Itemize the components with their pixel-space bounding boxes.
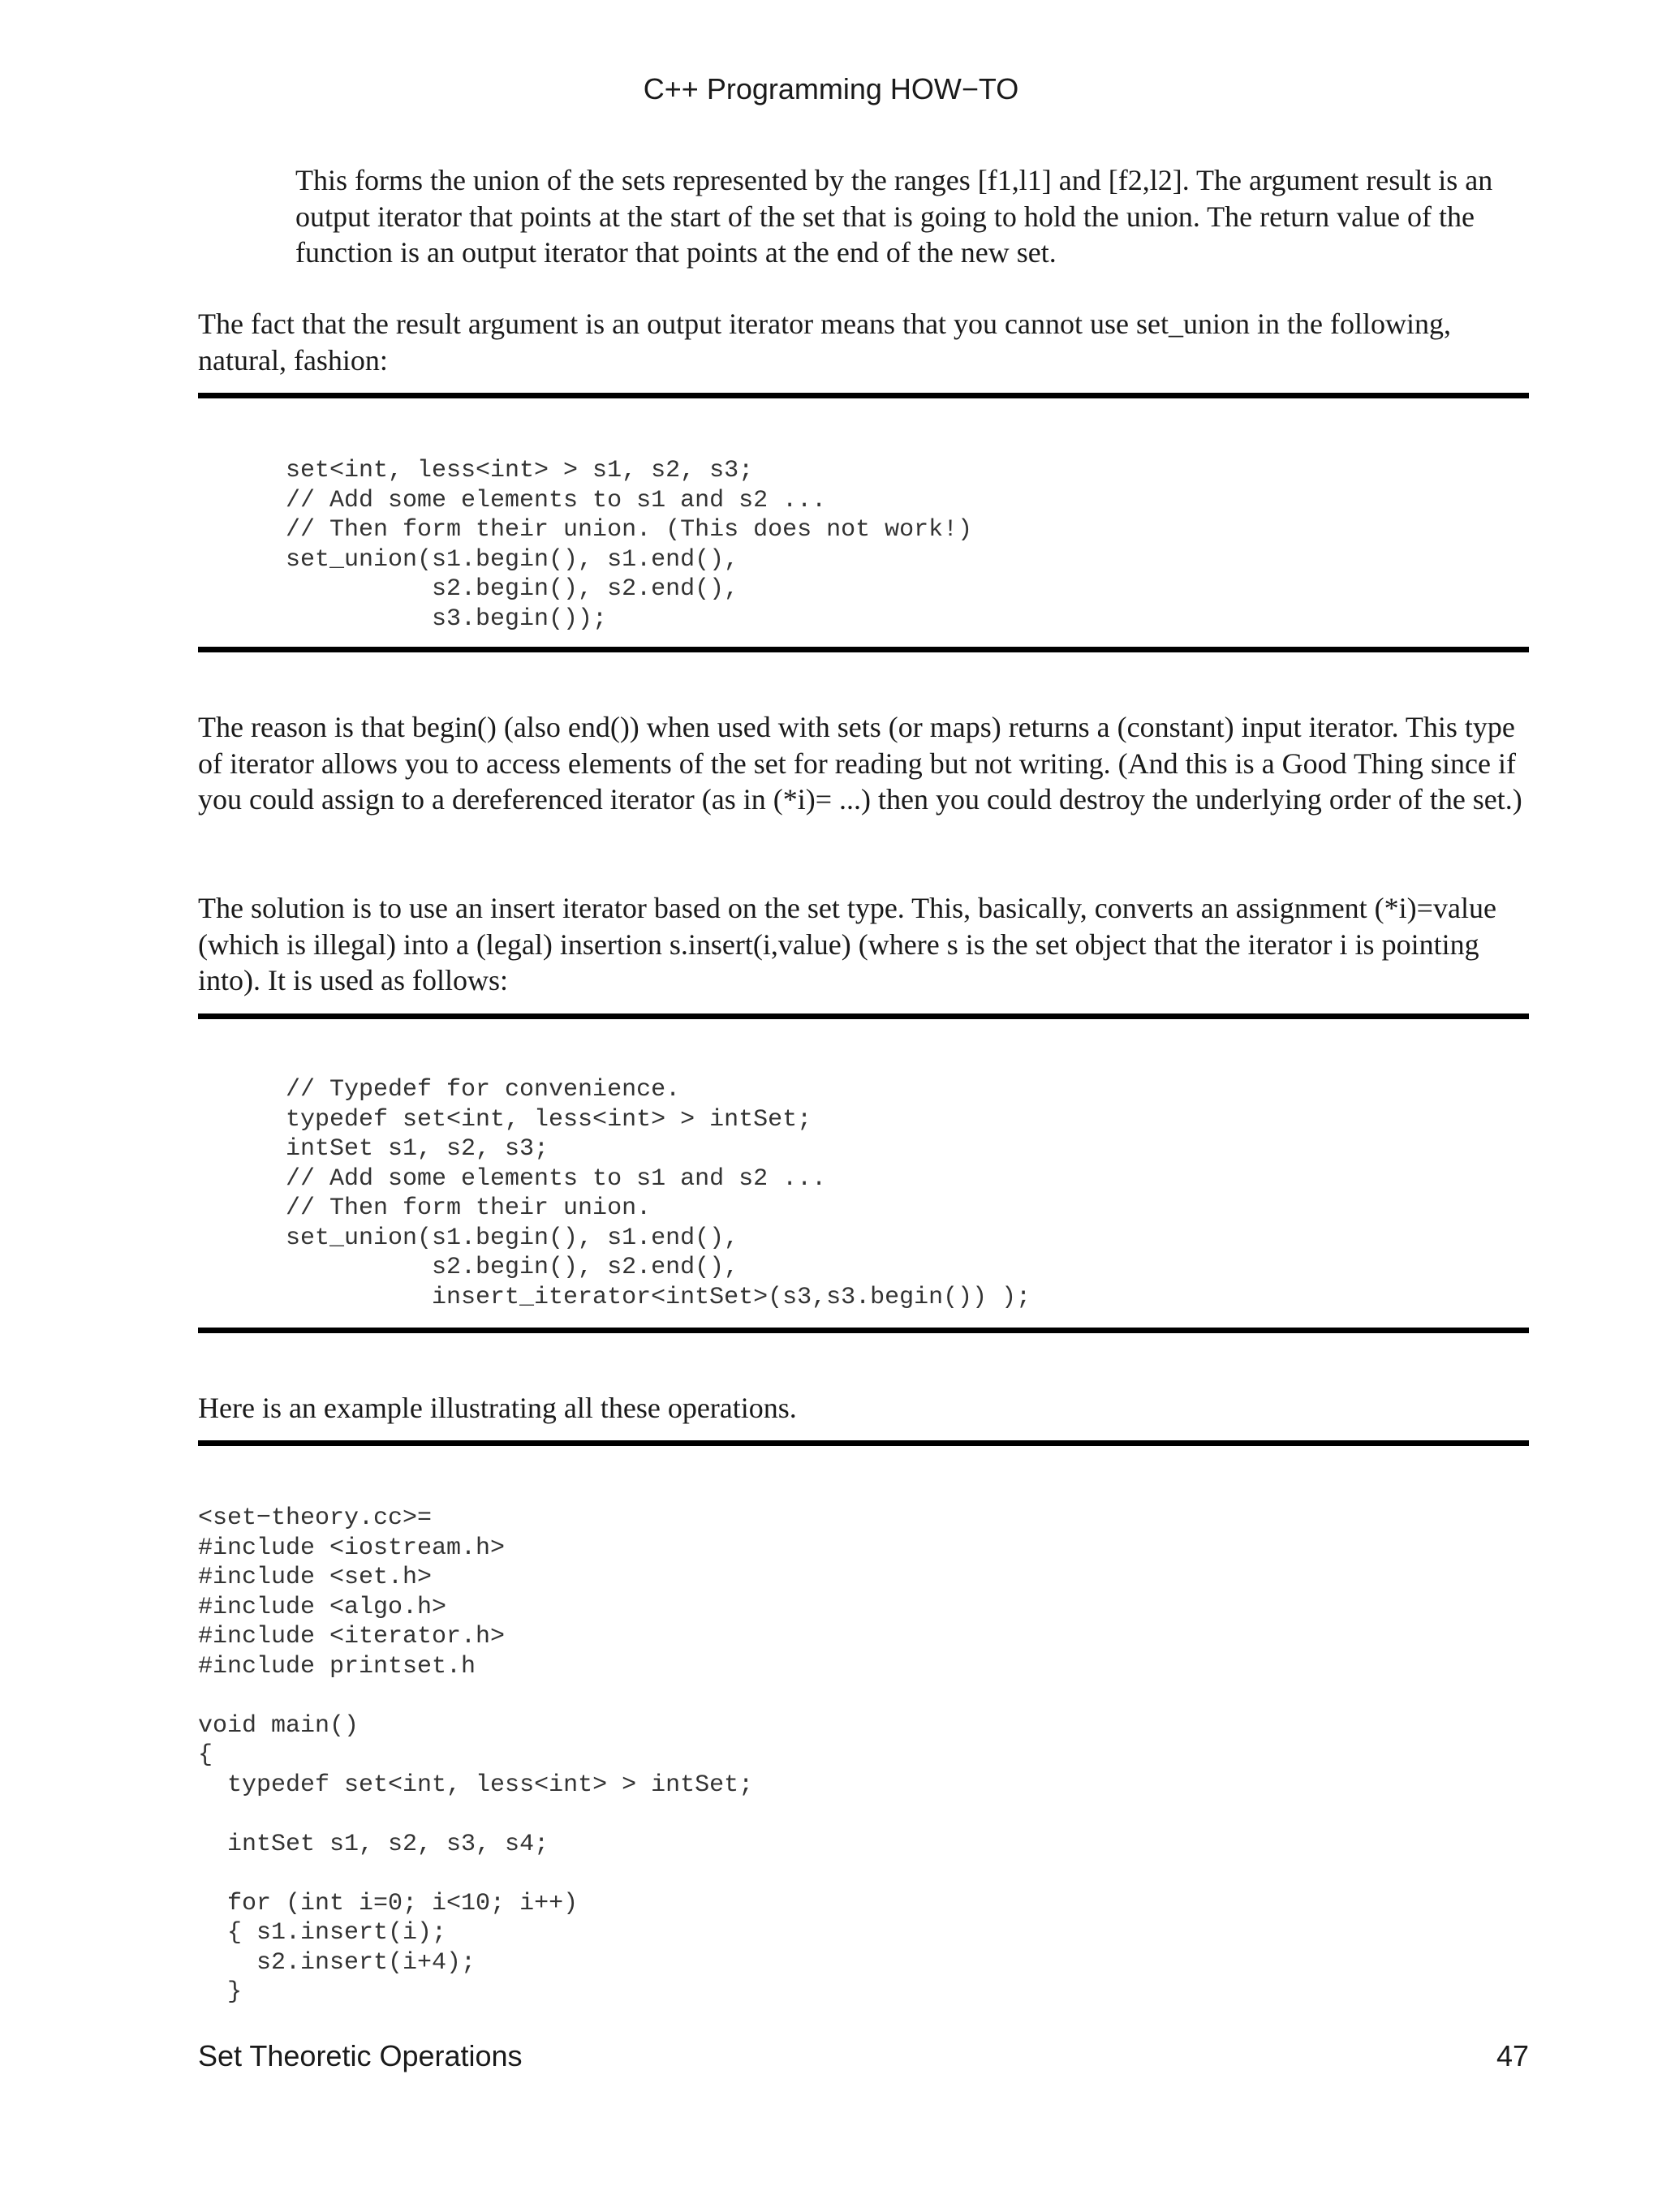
footer-page-number: 47 <box>1496 2039 1529 2072</box>
page-header-title: C++ Programming HOW−TO <box>643 72 1019 105</box>
footer-section-title: Set Theoretic Operations <box>198 2039 523 2072</box>
code-line: #include <iterator.h> <box>198 1623 506 1650</box>
code-block-insert-iterator <box>286 1075 1031 1312</box>
code-block-bottom-rule <box>198 1328 1529 1333</box>
code-line: #include <algo.h> <box>198 1593 447 1621</box>
code-line: set<int, less<int> > s1, s2, s3; <box>286 457 754 484</box>
code-line: s2.insert(i+4); <box>198 1948 476 1977</box>
code-line: typedef set<int, less<int> > intSet; <box>286 1105 812 1134</box>
code-block-top-rule <box>198 1013 1529 1019</box>
code-line: #include <iostream.h> <box>198 1534 506 1562</box>
code-line: void main() <box>198 1711 360 1740</box>
code-line: intSet s1, s2, s3; <box>286 1135 549 1163</box>
code-block-top-rule <box>198 1440 1529 1446</box>
code-line: for (int i=0; i<10; i++) <box>198 1889 579 1917</box>
code-line: s2.begin(), s2.end(), <box>286 575 739 603</box>
code-line-blank <box>198 1681 753 1711</box>
code-line: // Add some elements to s1 and s2 ... <box>286 486 827 514</box>
code-line: #include printset.h <box>198 1652 476 1681</box>
code-block-bottom-rule <box>198 647 1529 652</box>
paragraph-example-intro: Here is an example illustrating all these operations. <box>198 1392 797 1424</box>
code-line: #include <set.h> <box>198 1564 433 1591</box>
code-line-blank <box>198 1859 753 1889</box>
code-line: { s1.insert(i); <box>198 1919 447 1947</box>
code-line-blank <box>198 1800 753 1830</box>
code-line: typedef set<int, less<int> > intSet; <box>198 1771 754 1799</box>
code-line: // Typedef for convenience. <box>286 1076 681 1104</box>
code-block-set-theory-example <box>198 1504 753 2008</box>
paragraph-solution: The solution is to use an insert iterator based on the set type. This, basically, converts an assignment (*i)=value (which is illegal) into a (legal) insertion s.insert(i,value) (where s is the set object that the iterator i is pointing into). It is used as follows: <box>198 892 1496 996</box>
paragraph-reason: The reason is that begin() (also end()) when used with sets (or maps) returns a (constant) input iterator. This type of iterator allows you to access elements of the set for reading but not writing. (And this is a Good Thing since if you could assign to a dereferenced iterator (as in (*i)= ...) then you could destroy the underlying order of the set.) <box>198 711 1522 816</box>
code-block-top-rule <box>198 393 1529 398</box>
code-line: set_union(s1.begin(), s1.end(), <box>286 1224 739 1252</box>
code-line: s2.begin(), s2.end(), <box>286 1254 739 1281</box>
code-line: <set−theory.cc>= <box>198 1504 433 1532</box>
code-line: // Then form their union. <box>286 1194 652 1222</box>
code-line: s3.begin()); <box>286 605 608 633</box>
code-line: } <box>198 1978 243 2006</box>
code-line: { <box>198 1741 213 1769</box>
code-line: // Add some elements to s1 and s2 ... <box>286 1164 827 1193</box>
code-line: set_union(s1.begin(), s1.end(), <box>286 545 739 574</box>
code-line: intSet s1, s2, s3, s4; <box>198 1830 549 1858</box>
indented-paragraph: This forms the union of the sets represented by the ranges [f1,l1] and [f2,l2]. The argument result is an output iterator that points at the start of the set that is going to hold the union. The return value of the function is an output iterator that points at the end of the new set. <box>295 164 1493 269</box>
code-line: // Then form their union. (This does not work!) <box>286 516 973 544</box>
code-line: insert_iterator<intSet>(s3,s3.begin()) ); <box>286 1283 1031 1311</box>
code-block-invalid-union <box>286 456 972 634</box>
paragraph-result-argument: The fact that the result argument is an output iterator means that you cannot use set_union in the following, natural, fashion: <box>198 308 1451 377</box>
